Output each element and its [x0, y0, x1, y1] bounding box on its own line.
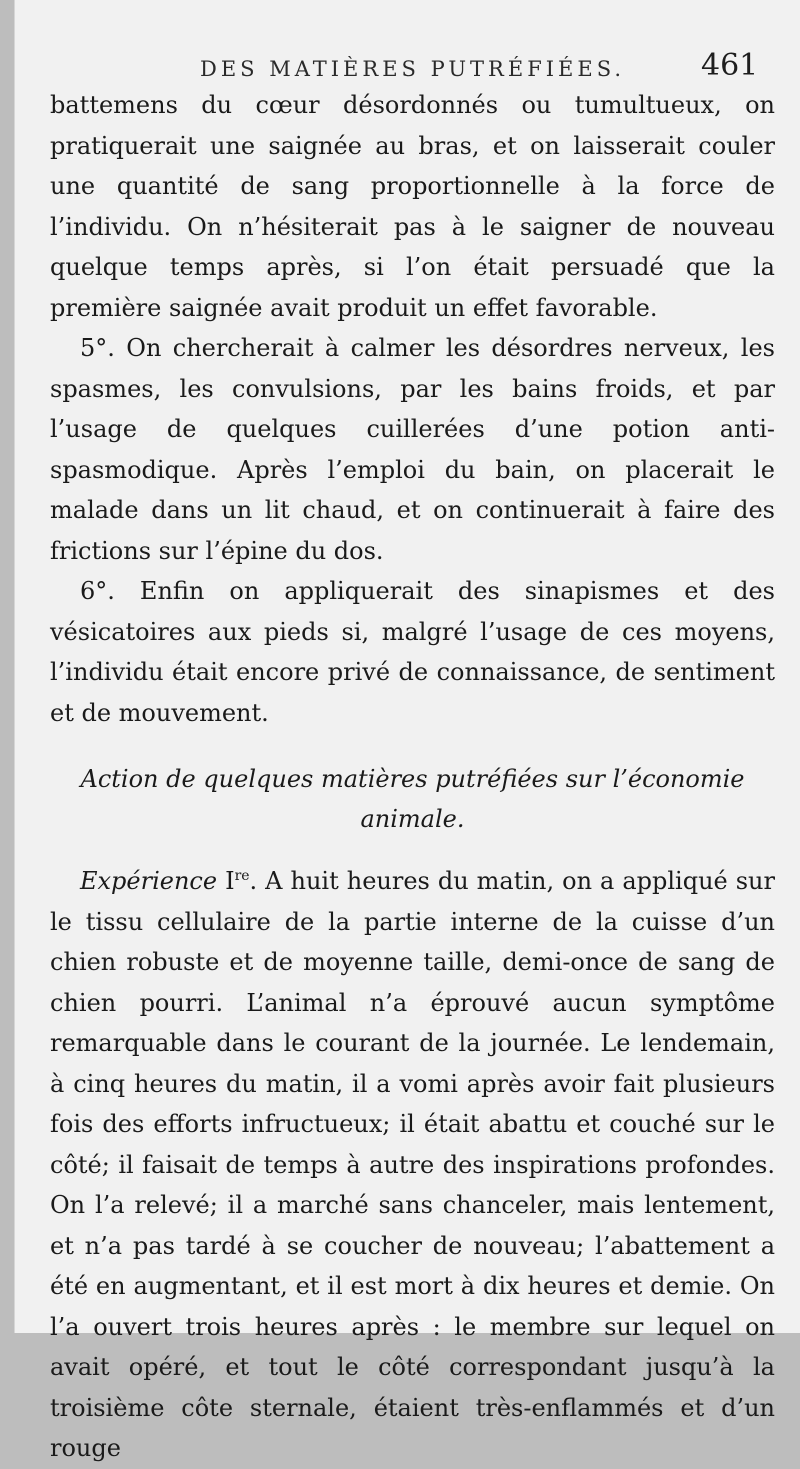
paragraph-continuation: battemens du cœur désordonnés ou tumultueux, on pratiquerait une saignée au bras, et on laisserait couler une quantité de sang proportionnelle à la force de l’individu. On n’hésiterait pas à le saigner de nouveau quelque temps après, si l’on était persuadé que la première saignée avait produit un effet favorable. — [50, 91, 775, 322]
page-number: 461 — [701, 48, 759, 83]
body-text — [50, 85, 775, 1469]
experience-label: Expérience — [80, 867, 218, 895]
paragraph-experience-1 — [50, 861, 775, 1469]
running-title: DES MATIÈRES PUTRÉFIÉES. — [200, 57, 626, 81]
experience-number-suffix: re — [234, 868, 250, 884]
experience-text: . A huit heures du matin, on a appliqué sur le tissu cellulaire de la partie interne de la cuisse d’un chien robuste et de moyenne taille, demi-once de sang de chien pourri. L’animal n’a éprouvé aucun symptôme remarquable dans le courant de la journée. Le lendemain, à cinq heures du matin, il a vomi après avoir fait plusieurs fois des efforts infructueux; il était abattu et couché sur le côté; il faisait de temps à autre des inspirations profondes. On l’a relevé; il a marché sans chanceler, mais lentement, et n’a pas tardé à se coucher de nouveau; l’abattement a été en augmentant, et il est mort à dix heures et demie. On l’a ouvert trois heures après : le membre sur lequel on avait opéré, et tout le côté correspondant jusqu’à la troisième côte sternale, étaient très-enflammés et d’un rouge — [50, 867, 775, 1462]
experience-number: I — [225, 867, 235, 895]
paragraph-step-5: 5°. On chercherait à calmer les désordres nerveux, les spasmes, les convulsions, par les bains froids, et par l’usage de quelques cuillerées d’une potion anti-spasmodique. Après l’emploi du bain, on placerait le malade dans un lit chaud, et on continuerait à faire des frictions sur l’épine du dos. — [50, 334, 775, 565]
paragraph-step-6: 6°. Enfin on appliquerait des sinapismes et des vésicatoires aux pieds si, malgré l’usage de ces moyens, l’individu était encore privé de connaissance, de sentiment et de mouvement. — [50, 577, 775, 727]
section-heading: Action de quelques matières putréfiées sur l’économie animale. — [80, 765, 745, 833]
book-page — [14, 0, 800, 1462]
